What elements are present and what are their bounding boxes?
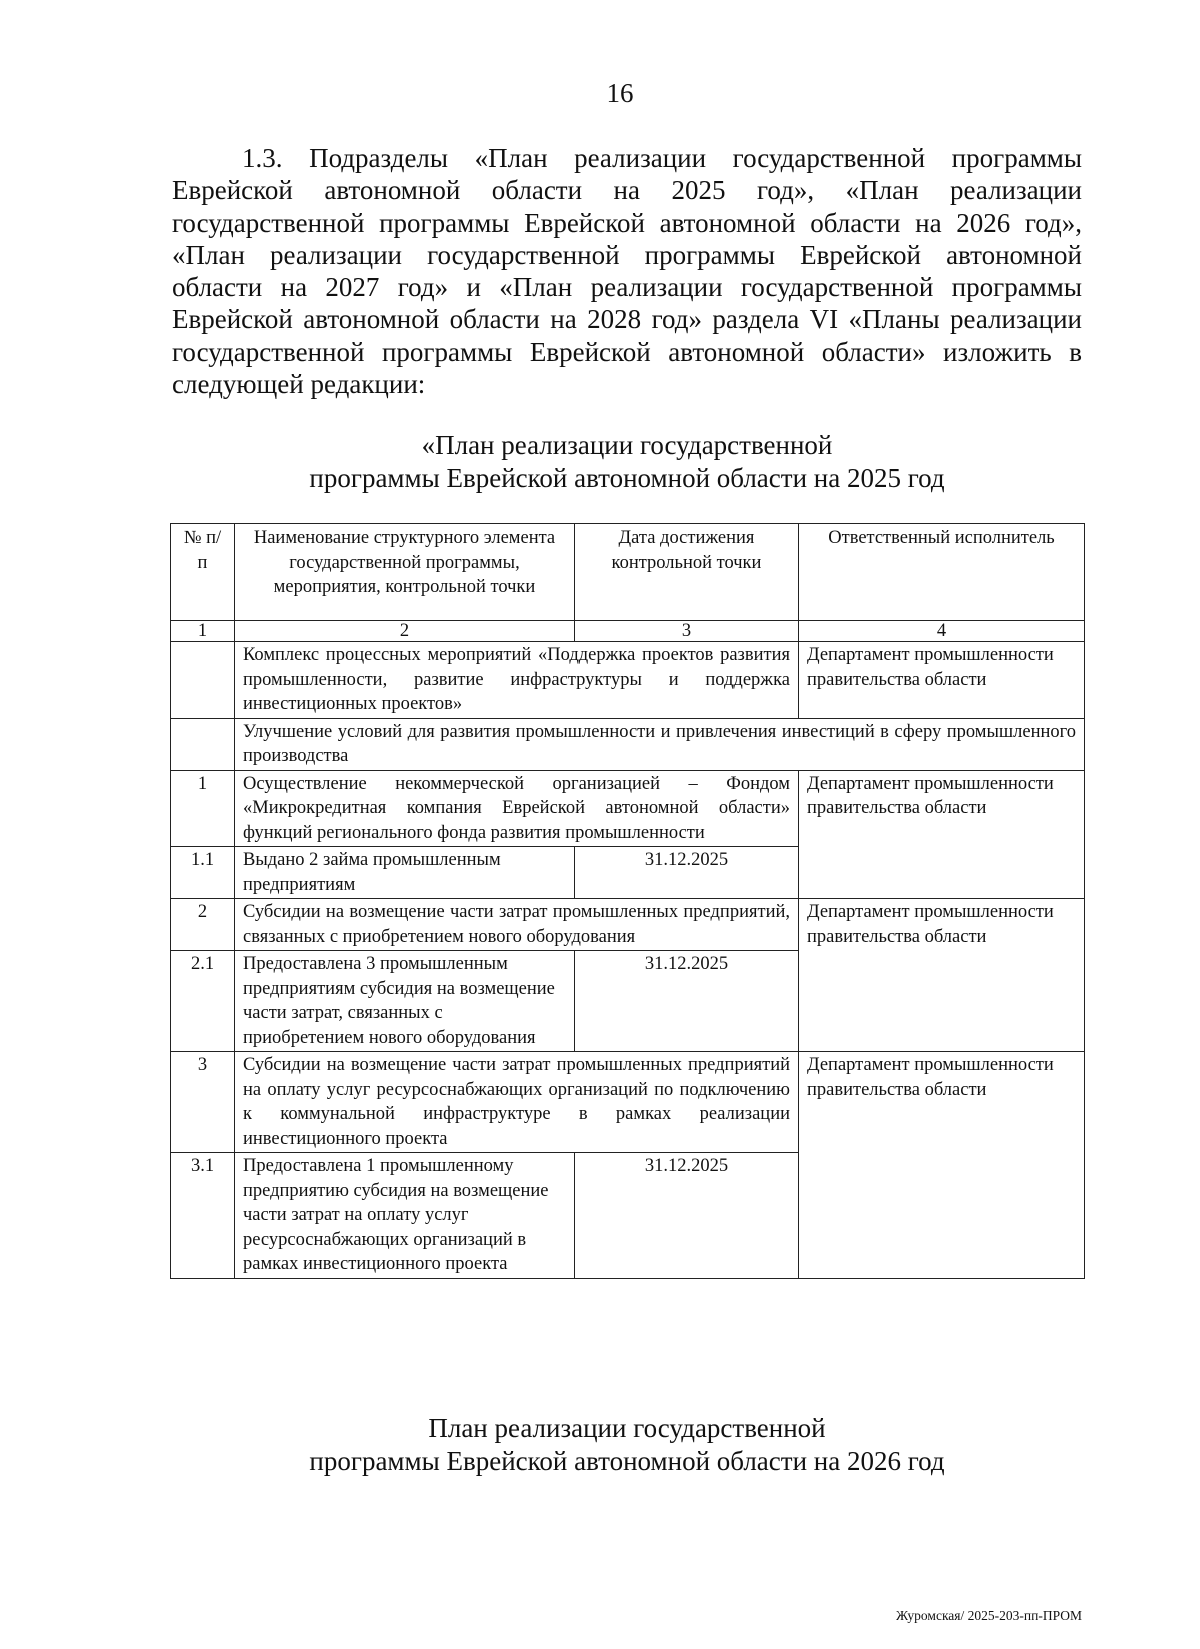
table-header-row — [171, 524, 1085, 621]
page-number: 16 — [606, 78, 634, 108]
header-date: Дата достижения контрольной точки — [575, 524, 799, 621]
plan-2025-table — [170, 523, 1085, 1279]
table-row — [171, 770, 1085, 847]
column-numbers-row — [171, 621, 1085, 642]
task-row — [171, 718, 1085, 770]
header-responsible: Ответственный исполнитель — [799, 524, 1085, 621]
table-row — [171, 1052, 1085, 1153]
subrow-number: 3.1 — [171, 1153, 235, 1279]
complex-row — [171, 642, 1085, 719]
plan-2025-title-line2: программы Еврейской автономной области на 2025 год — [309, 463, 945, 493]
subrow-number: 2.1 — [171, 951, 235, 1052]
subrow-number: 1.1 — [171, 847, 235, 899]
row-number: 3 — [171, 1052, 235, 1153]
row-number: 2 — [171, 899, 235, 951]
intro-paragraph: 1.3. Подразделы «План реализации государственной программы Еврейской автономной области на 2025 год», «План реализации государственной программы Еврейской автономной области на 2026 год», «План реализации государственной программы Еврейской автономной области на 2027 год» и «План реализации государственной программы Еврейской автономной области на 2028 год» раздела VI «Планы реализации государственной программы Еврейской автономной области» изложить в следующей редакции: — [172, 143, 1082, 400]
plan-2026-title — [172, 1412, 1082, 1478]
row-responsible: Департамент промышленности правительства области — [799, 770, 1085, 899]
header-num: № п/п — [171, 524, 235, 621]
row-number: 1 — [171, 770, 235, 847]
plan-2025-title-line1: «План реализации государственной — [421, 430, 833, 460]
column-number: 1 — [171, 621, 235, 642]
task-name: Улучшение условий для развития промышленности и привлечения инвестиций в сферу промышленного производства — [235, 718, 1085, 770]
subrow-date: 31.12.2025 — [575, 1153, 799, 1279]
column-number: 4 — [799, 621, 1085, 642]
row-responsible: Департамент промышленности правительства области — [799, 899, 1085, 1052]
complex-name: Комплекс процессных мероприятий «Поддержка проектов развития промышленности, развитие инфраструктуры и поддержка инвестиционных проектов» — [235, 642, 799, 719]
column-number: 2 — [235, 621, 575, 642]
document-footer-code: Журомская/ 2025-203-пп-ПРОМ — [895, 1608, 1082, 1623]
plan-2026-title-line2: программы Еврейской автономной области на 2026 год — [309, 1446, 945, 1476]
subrow-name: Выдано 2 займа промышленным предприятиям — [235, 847, 575, 899]
row-name: Субсидии на возмещение части затрат промышленных предприятий, связанных с приобретением нового оборудования — [235, 899, 799, 951]
complex-responsible: Департамент промышленности правительства области — [799, 642, 1085, 719]
row-name: Осуществление некоммерческой организацией – Фондом «Микрокредитная компания Еврейской автономной области» функций регионального фонда развития промышленности — [235, 770, 799, 847]
subrow-date: 31.12.2025 — [575, 951, 799, 1052]
plan-2026-title-line1: План реализации государственной — [428, 1413, 826, 1443]
subrow-name: Предоставлена 1 промышленному предприятию субсидия на возмещение части затрат на оплату услуг ресурсоснабжающих организаций в рамках инвестиционного проекта — [235, 1153, 575, 1279]
plan-2025-title — [172, 429, 1082, 495]
table-row — [171, 899, 1085, 951]
subrow-name: Предоставлена 3 промышленным предприятиям субсидия на возмещение части затрат, связанных с приобретением нового оборудования — [235, 951, 575, 1052]
subrow-date: 31.12.2025 — [575, 847, 799, 899]
row-responsible: Департамент промышленности правительства области — [799, 1052, 1085, 1279]
header-name: Наименование структурного элемента государственной программы, мероприятия, контрольной точки — [235, 524, 575, 621]
row-name: Субсидии на возмещение части затрат промышленных предприятий на оплату услуг ресурсоснабжающих организаций по подключению к коммунальной инфраструктуре в рамках реализации инвестиционного проекта — [235, 1052, 799, 1153]
column-number: 3 — [575, 621, 799, 642]
